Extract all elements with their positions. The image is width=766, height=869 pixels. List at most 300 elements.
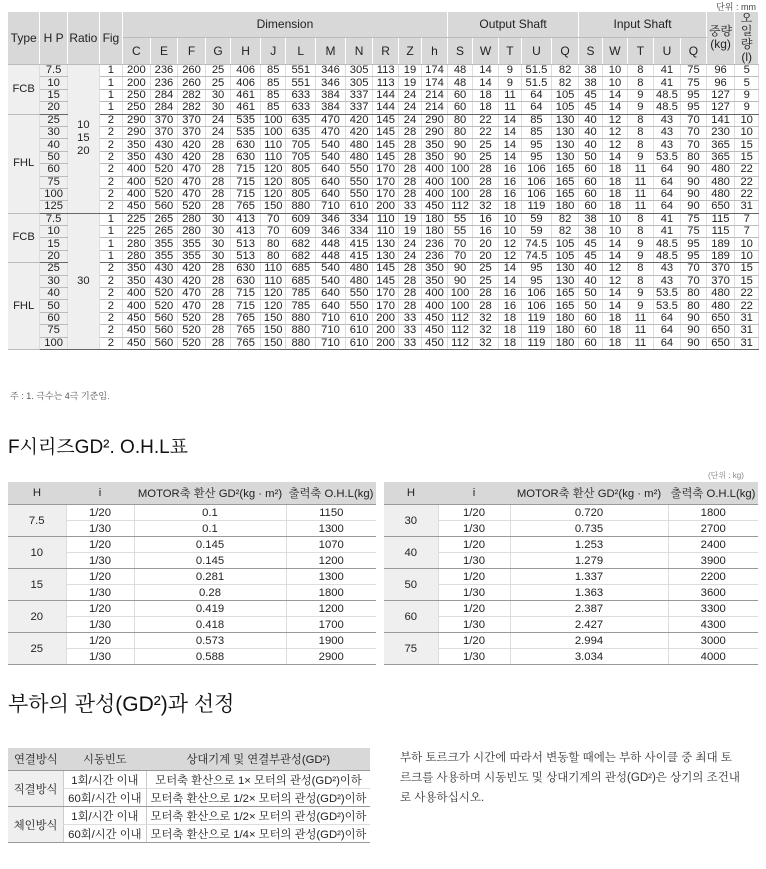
table-row <box>8 633 376 649</box>
value-cell: 41 <box>653 213 681 225</box>
value-cell: 180 <box>551 312 579 324</box>
h-cell: 75 <box>384 633 438 665</box>
value-cell: 284 <box>150 89 178 101</box>
value-cell: 70 <box>681 126 707 138</box>
value-cell: 110 <box>260 139 285 151</box>
value-cell: 513 <box>231 250 261 262</box>
value-cell: 41 <box>653 77 681 89</box>
hp-cell: 60 <box>40 164 68 176</box>
value-cell: 74.5 <box>522 250 552 262</box>
gd-value-cell: 0.145 <box>134 537 286 553</box>
value-cell: 50 <box>579 151 602 163</box>
value-cell: 480 <box>706 164 735 176</box>
ohl-value-cell: 1700 <box>286 617 376 633</box>
value-cell: 85 <box>522 126 552 138</box>
gd-header-motor: MOTOR축 환산 GD²(kg · m²) <box>510 482 668 505</box>
value-cell: 415 <box>345 250 373 262</box>
value-cell: 635 <box>286 126 316 138</box>
value-cell: 18 <box>602 312 627 324</box>
value-cell: 11 <box>628 312 653 324</box>
value-cell: 2 <box>99 114 122 126</box>
value-cell: 400 <box>422 188 448 200</box>
value-cell: 470 <box>178 176 206 188</box>
value-cell: 75 <box>681 77 707 89</box>
value-cell: 60 <box>579 201 602 213</box>
table-row <box>8 238 759 250</box>
table-row <box>8 89 759 101</box>
i-cell: 1/20 <box>66 601 134 617</box>
value-cell: 2 <box>99 300 122 312</box>
gd-value-cell: 1.337 <box>510 569 668 585</box>
value-cell: 38 <box>579 213 602 225</box>
value-cell: 180 <box>422 213 448 225</box>
value-cell: 12 <box>602 114 627 126</box>
value-cell: 9 <box>628 238 653 250</box>
header-weight: 중량 (kg) <box>706 12 735 65</box>
value-cell: 710 <box>316 312 346 324</box>
value-cell: 25 <box>205 77 230 89</box>
hp-cell: 25 <box>40 263 68 275</box>
value-cell: 880 <box>286 312 316 324</box>
hp-cell: 125 <box>40 201 68 213</box>
value-cell: 18 <box>602 201 627 213</box>
value-cell: 2 <box>99 325 122 337</box>
value-cell: 350 <box>123 151 151 163</box>
value-cell: 265 <box>150 213 178 225</box>
table-row <box>384 569 758 585</box>
value-cell: 236 <box>150 65 178 77</box>
method-cell: 체인방식 <box>8 807 64 843</box>
value-cell: 170 <box>373 176 398 188</box>
value-cell: 550 <box>345 188 373 200</box>
ratio-cell: 10 15 20 <box>67 65 99 214</box>
value-cell: 200 <box>373 201 398 213</box>
value-cell: 480 <box>706 288 735 300</box>
value-cell: 80 <box>447 126 472 138</box>
value-cell: 550 <box>345 164 373 176</box>
value-cell: 41 <box>653 226 681 238</box>
table-row <box>384 505 758 521</box>
value-cell: 520 <box>150 300 178 312</box>
value-cell: 236 <box>150 77 178 89</box>
value-cell: 100 <box>447 288 472 300</box>
table-row <box>384 617 758 633</box>
table-row <box>8 226 759 238</box>
value-cell: 14 <box>498 114 521 126</box>
value-cell: 32 <box>473 201 498 213</box>
h-cell: 7.5 <box>8 505 66 537</box>
value-cell: 40 <box>579 126 602 138</box>
value-cell: 200 <box>373 337 398 349</box>
value-cell: 450 <box>422 325 448 337</box>
i-cell: 1/20 <box>438 537 510 553</box>
value-cell: 16 <box>473 213 498 225</box>
value-cell: 355 <box>178 238 206 250</box>
value-cell: 145 <box>373 126 398 138</box>
value-cell: 22 <box>735 288 759 300</box>
value-cell: 430 <box>150 139 178 151</box>
value-cell: 60 <box>579 164 602 176</box>
value-cell: 250 <box>123 102 151 114</box>
value-cell: 45 <box>579 89 602 101</box>
value-cell: 420 <box>345 114 373 126</box>
value-cell: 8 <box>628 226 653 238</box>
value-cell: 165 <box>551 300 579 312</box>
value-cell: 28 <box>398 164 421 176</box>
value-cell: 480 <box>345 275 373 287</box>
sub-header-cell: T <box>628 38 653 65</box>
value-cell: 19 <box>398 213 421 225</box>
value-cell: 12 <box>602 126 627 138</box>
value-cell: 31 <box>735 325 759 337</box>
value-cell: 640 <box>316 164 346 176</box>
value-cell: 715 <box>231 164 261 176</box>
value-cell: 7 <box>735 213 759 225</box>
i-cell: 1/30 <box>66 553 134 569</box>
value-cell: 70 <box>447 238 472 250</box>
value-cell: 513 <box>231 238 261 250</box>
value-cell: 685 <box>286 275 316 287</box>
value-cell: 11 <box>628 337 653 349</box>
gd-value-cell: 0.1 <box>134 521 286 537</box>
i-cell: 1/20 <box>66 569 134 585</box>
i-cell: 1/20 <box>66 537 134 553</box>
value-cell: 11 <box>498 102 521 114</box>
value-cell: 31 <box>735 201 759 213</box>
value-cell: 1 <box>99 213 122 225</box>
h-cell: 40 <box>384 537 438 569</box>
value-cell: 130 <box>551 151 579 163</box>
sub-header-cell: J <box>260 38 285 65</box>
value-cell: 14 <box>473 65 498 77</box>
value-cell: 90 <box>681 176 707 188</box>
value-cell: 28 <box>205 263 230 275</box>
hp-cell: 50 <box>40 300 68 312</box>
value-cell: 64 <box>653 201 681 213</box>
value-cell: 64 <box>653 176 681 188</box>
value-cell: 2 <box>99 263 122 275</box>
value-cell: 2 <box>99 312 122 324</box>
i-cell: 1/30 <box>66 585 134 601</box>
gd-value-cell: 0.418 <box>134 617 286 633</box>
value-cell: 48 <box>447 65 472 77</box>
value-cell: 180 <box>551 337 579 349</box>
value-cell: 64 <box>522 102 552 114</box>
value-cell: 127 <box>706 102 735 114</box>
value-cell: 290 <box>123 126 151 138</box>
value-cell: 260 <box>178 77 206 89</box>
table-row <box>8 164 759 176</box>
value-cell: 214 <box>422 89 448 101</box>
value-cell: 370 <box>178 126 206 138</box>
value-cell: 400 <box>422 176 448 188</box>
sub-header-cell: U <box>653 38 681 65</box>
value-cell: 145 <box>373 114 398 126</box>
gd-value-cell: 3.034 <box>510 649 668 665</box>
value-cell: 10 <box>602 77 627 89</box>
frequency-cell: 60회/시간 이내 <box>64 789 146 807</box>
value-cell: 355 <box>150 250 178 262</box>
value-cell: 95 <box>522 151 552 163</box>
value-cell: 80 <box>681 151 707 163</box>
value-cell: 30 <box>205 213 230 225</box>
value-cell: 80 <box>681 288 707 300</box>
value-cell: 715 <box>231 188 261 200</box>
hp-cell: 20 <box>40 250 68 262</box>
value-cell: 540 <box>316 263 346 275</box>
value-cell: 355 <box>178 250 206 262</box>
value-cell: 14 <box>602 89 627 101</box>
value-cell: 55 <box>447 213 472 225</box>
value-cell: 535 <box>231 126 261 138</box>
value-cell: 170 <box>373 300 398 312</box>
value-cell: 110 <box>260 263 285 275</box>
value-cell: 28 <box>398 288 421 300</box>
value-cell: 48.5 <box>653 89 681 101</box>
value-cell: 24 <box>205 126 230 138</box>
value-cell: 120 <box>260 164 285 176</box>
value-cell: 630 <box>231 275 261 287</box>
value-cell: 350 <box>422 151 448 163</box>
value-cell: 236 <box>422 250 448 262</box>
ohl-value-cell: 1150 <box>286 505 376 521</box>
gd-value-cell: 0.28 <box>134 585 286 601</box>
value-cell: 11 <box>628 188 653 200</box>
gd-value-cell: 0.588 <box>134 649 286 665</box>
value-cell: 85 <box>260 77 285 89</box>
table-row <box>8 102 759 114</box>
value-cell: 90 <box>447 151 472 163</box>
value-cell: 28 <box>398 139 421 151</box>
ohl-value-cell: 2200 <box>668 569 758 585</box>
value-cell: 400 <box>123 188 151 200</box>
value-cell: 450 <box>123 325 151 337</box>
value-cell: 40 <box>579 114 602 126</box>
value-cell: 2 <box>99 164 122 176</box>
value-cell: 650 <box>706 337 735 349</box>
gd-table-left <box>8 482 376 665</box>
value-cell: 38 <box>579 77 602 89</box>
value-cell: 85 <box>260 89 285 101</box>
frequency-cell: 1회/시간 이내 <box>64 807 146 825</box>
value-cell: 214 <box>422 102 448 114</box>
gd-value-cell: 2.427 <box>510 617 668 633</box>
value-cell: 106 <box>522 288 552 300</box>
value-cell: 560 <box>150 337 178 349</box>
value-cell: 540 <box>316 151 346 163</box>
value-cell: 480 <box>706 176 735 188</box>
table-row <box>8 201 759 213</box>
value-cell: 2 <box>99 176 122 188</box>
gd-section-title: F시리즈GD². O.H.L표 <box>8 437 189 458</box>
value-cell: 337 <box>345 102 373 114</box>
value-cell: 32 <box>473 312 498 324</box>
value-cell: 551 <box>286 65 316 77</box>
value-cell: 14 <box>602 250 627 262</box>
value-cell: 25 <box>205 65 230 77</box>
value-cell: 448 <box>316 250 346 262</box>
sub-header-cell: L <box>286 38 316 65</box>
value-cell: 350 <box>123 263 151 275</box>
value-cell: 650 <box>706 325 735 337</box>
header-output-shaft: Output Shaft <box>447 12 579 38</box>
value-cell: 82 <box>551 226 579 238</box>
value-cell: 127 <box>706 89 735 101</box>
value-cell: 130 <box>551 139 579 151</box>
value-cell: 53.5 <box>653 300 681 312</box>
value-cell: 10 <box>602 65 627 77</box>
hp-cell: 40 <box>40 139 68 151</box>
value-cell: 119 <box>522 325 552 337</box>
value-cell: 550 <box>345 176 373 188</box>
value-cell: 406 <box>231 77 261 89</box>
value-cell: 290 <box>123 114 151 126</box>
table-note: 주 : 1. 극수는 4극 기준임. <box>10 391 110 401</box>
value-cell: 19 <box>398 226 421 238</box>
value-cell: 200 <box>123 77 151 89</box>
gd-unit-label: (단위 : kg) <box>708 471 744 480</box>
inertia-cell: 모터축 환산으로 1/4× 모터의 관성(GD²)이하 <box>146 825 370 843</box>
header-oil: 오일량 (l) <box>735 12 759 65</box>
value-cell: 120 <box>260 300 285 312</box>
value-cell: 450 <box>422 201 448 213</box>
value-cell: 14 <box>602 288 627 300</box>
header-hp: H P <box>40 12 68 65</box>
value-cell: 53.5 <box>653 288 681 300</box>
i-cell: 1/20 <box>438 633 510 649</box>
value-cell: 2 <box>99 188 122 200</box>
value-cell: 413 <box>231 226 261 238</box>
value-cell: 28 <box>205 300 230 312</box>
value-cell: 30 <box>205 250 230 262</box>
value-cell: 9 <box>735 89 759 101</box>
value-cell: 633 <box>286 89 316 101</box>
value-cell: 150 <box>260 201 285 213</box>
value-cell: 95 <box>681 89 707 101</box>
value-cell: 10 <box>498 213 521 225</box>
gd-header-i: i <box>438 482 510 505</box>
value-cell: 82 <box>551 77 579 89</box>
value-cell: 48 <box>447 77 472 89</box>
hp-cell: 7.5 <box>40 213 68 225</box>
hp-cell: 7.5 <box>40 65 68 77</box>
table-row <box>8 126 759 138</box>
value-cell: 80 <box>260 250 285 262</box>
value-cell: 110 <box>373 226 398 238</box>
value-cell: 805 <box>286 176 316 188</box>
value-cell: 130 <box>373 238 398 250</box>
value-cell: 174 <box>422 65 448 77</box>
sel-header-method: 연결방식 <box>8 748 64 771</box>
value-cell: 18 <box>498 337 521 349</box>
value-cell: 200 <box>373 325 398 337</box>
value-cell: 90 <box>681 188 707 200</box>
sub-header-cell: M <box>316 38 346 65</box>
ratio-cell: 30 <box>67 213 99 349</box>
value-cell: 450 <box>123 337 151 349</box>
value-cell: 2 <box>99 288 122 300</box>
value-cell: 100 <box>447 300 472 312</box>
value-cell: 110 <box>373 213 398 225</box>
i-cell: 1/30 <box>66 617 134 633</box>
value-cell: 8 <box>628 213 653 225</box>
h-cell: 30 <box>384 505 438 537</box>
value-cell: 43 <box>653 275 681 287</box>
value-cell: 540 <box>316 275 346 287</box>
ohl-value-cell: 3600 <box>668 585 758 601</box>
value-cell: 95 <box>522 139 552 151</box>
value-cell: 80 <box>260 238 285 250</box>
value-cell: 370 <box>706 275 735 287</box>
value-cell: 540 <box>316 139 346 151</box>
value-cell: 420 <box>178 139 206 151</box>
value-cell: 28 <box>205 139 230 151</box>
value-cell: 225 <box>123 213 151 225</box>
value-cell: 28 <box>205 288 230 300</box>
value-cell: 609 <box>286 213 316 225</box>
value-cell: 50 <box>579 300 602 312</box>
value-cell: 95 <box>522 263 552 275</box>
value-cell: 130 <box>551 263 579 275</box>
value-cell: 22 <box>735 176 759 188</box>
table-row <box>8 312 759 324</box>
table-row <box>8 325 759 337</box>
value-cell: 43 <box>653 263 681 275</box>
value-cell: 48.5 <box>653 102 681 114</box>
ohl-value-cell: 1200 <box>286 553 376 569</box>
value-cell: 400 <box>422 288 448 300</box>
value-cell: 9 <box>628 250 653 262</box>
value-cell: 520 <box>178 312 206 324</box>
value-cell: 119 <box>522 337 552 349</box>
i-cell: 1/20 <box>438 601 510 617</box>
value-cell: 90 <box>447 139 472 151</box>
value-cell: 74.5 <box>522 238 552 250</box>
value-cell: 236 <box>422 238 448 250</box>
value-cell: 230 <box>706 126 735 138</box>
value-cell: 640 <box>316 188 346 200</box>
value-cell: 448 <box>316 238 346 250</box>
value-cell: 112 <box>447 201 472 213</box>
table-row <box>8 77 759 89</box>
table-row <box>384 601 758 617</box>
value-cell: 180 <box>551 201 579 213</box>
hp-cell: 15 <box>40 238 68 250</box>
h-cell: 10 <box>8 537 66 569</box>
value-cell: 82 <box>551 213 579 225</box>
value-cell: 51.5 <box>522 77 552 89</box>
value-cell: 280 <box>178 213 206 225</box>
value-cell: 48.5 <box>653 238 681 250</box>
value-cell: 640 <box>316 288 346 300</box>
value-cell: 145 <box>373 275 398 287</box>
value-cell: 765 <box>231 337 261 349</box>
value-cell: 150 <box>260 325 285 337</box>
value-cell: 144 <box>373 89 398 101</box>
value-cell: 9 <box>628 288 653 300</box>
value-cell: 130 <box>373 250 398 262</box>
table-row <box>8 176 759 188</box>
value-cell: 5 <box>735 77 759 89</box>
value-cell: 1 <box>99 89 122 101</box>
value-cell: 11 <box>628 176 653 188</box>
value-cell: 8 <box>628 126 653 138</box>
value-cell: 470 <box>178 288 206 300</box>
h-cell: 15 <box>8 569 66 601</box>
value-cell: 450 <box>123 312 151 324</box>
value-cell: 8 <box>628 77 653 89</box>
value-cell: 112 <box>447 312 472 324</box>
